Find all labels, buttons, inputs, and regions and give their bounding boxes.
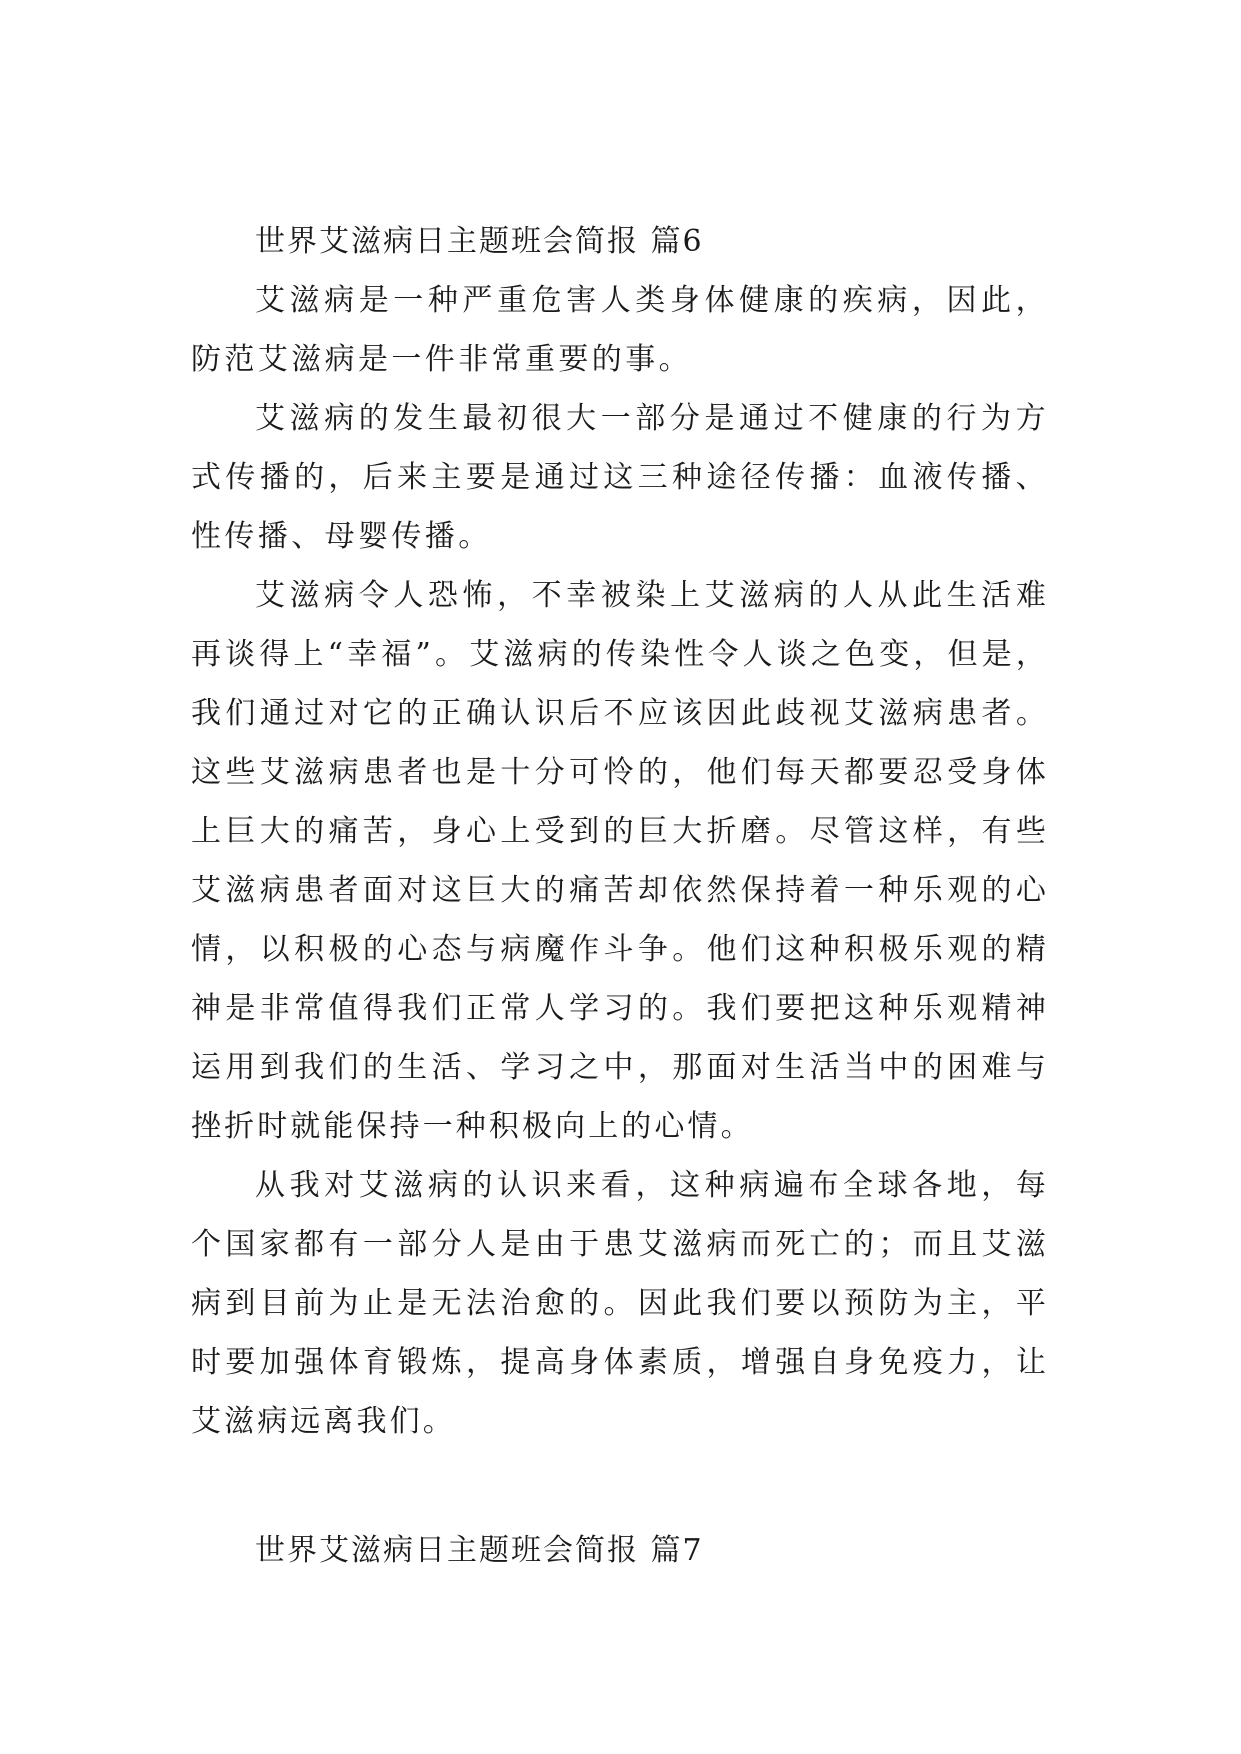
paragraph: 艾滋病是一种严重危害人类身体健康的疾病，因此，防范艾滋病是一件非常重要的事。 [191,283,1049,377]
section-heading-wrap [191,1521,1049,1580]
paragraph: 艾滋病令人恐怖，不幸被染上艾滋病的人从此生活难再谈得上“幸福”。艾滋病的传染性令人谈之色变，但是，我们通过对它的正确认识后不应该因此歧视艾滋病患者。这些艾滋病患者也是十分可怜的，他们每天都要忍受身体上巨大的痛苦，身心上受到的巨大折磨。尽管这样，有些艾滋病患者面对这巨大的痛苦却依然保持着一种乐观的心情，以积极的心态与病魔作斗争。他们这种积极乐观的精神是非常值得我们正常人学习的。我们要把这种乐观精神运用到我们的生活、学习之中，那面对生活当中的困难与挫折时就能保持一种积极向上的心情。 [191,578,1049,1144]
section-spacer [191,1451,1049,1510]
document-body [191,212,1049,1580]
section-heading: 世界艾滋病日主题班会简报 篇6 [255,224,704,259]
paragraph: 从我对艾滋病的认识来看，这种病遍布全球各地，每个国家都有一部分人是由于患艾滋病而死亡的；而且艾滋病到目前为止是无法治愈的。因此我们要以预防为主，平时要加强体育锻炼，提高身体素质，增强自身免疫力，让艾滋病远离我们。 [191,1168,1049,1439]
paragraph: 艾滋病的发生最初很大一部分是通过不健康的行为方式传播的，后来主要是通过这三种途径传播：血液传播、性传播、母婴传播。 [191,401,1049,554]
section-heading: 世界艾滋病日主题班会简报 篇7 [255,1533,704,1568]
